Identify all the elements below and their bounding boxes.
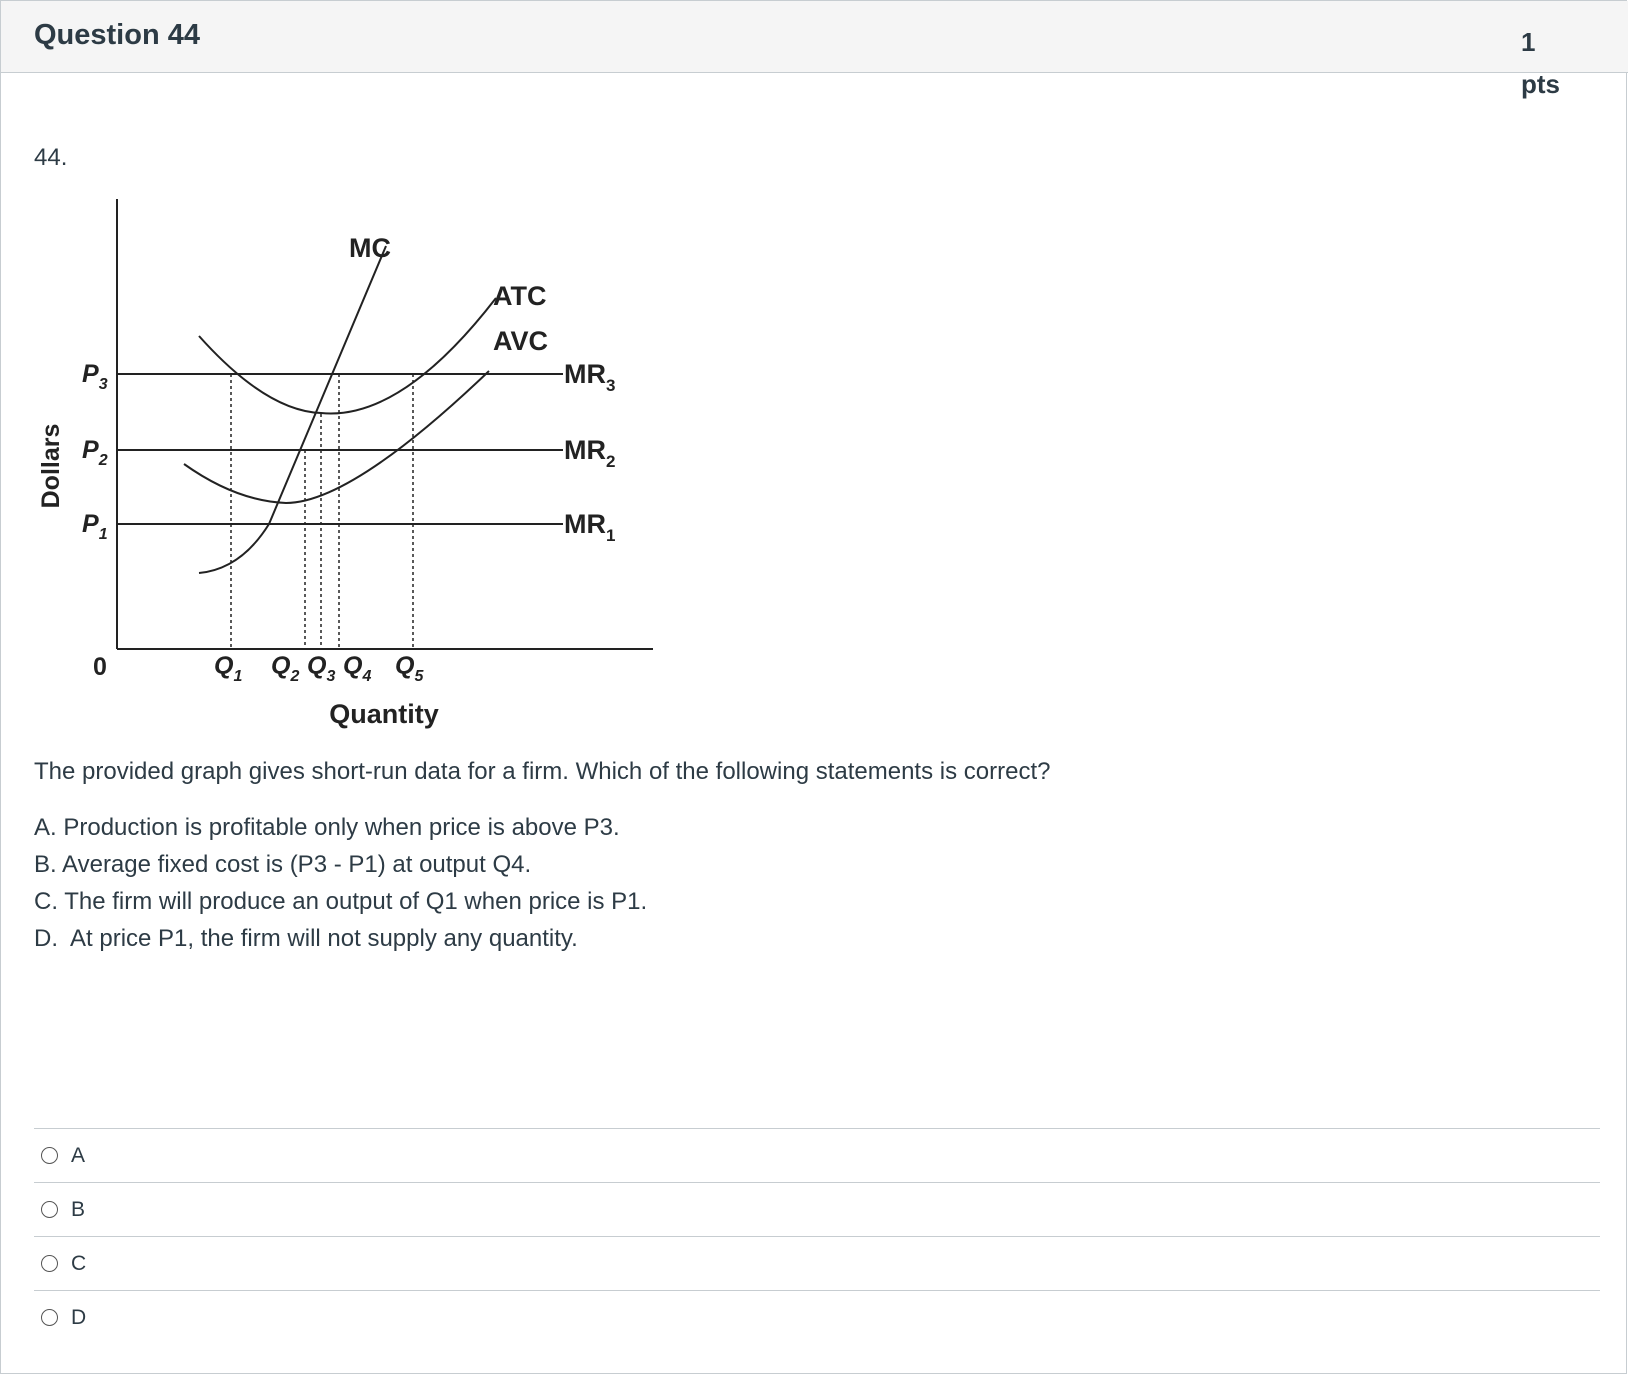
answer-option-c[interactable]	[34, 1236, 1600, 1290]
q4-label: $Q_4$	[343, 652, 372, 685]
q2-label: $Q_2$	[271, 652, 300, 685]
radio-button-d[interactable]	[41, 1309, 58, 1326]
cost-curves-graph	[31, 191, 671, 731]
question-text: The provided graph gives short-run data for a firm. Which of the following statements is correct?	[34, 758, 1051, 785]
answer-option-a[interactable]	[34, 1128, 1600, 1182]
answer-label-d[interactable]: D	[71, 1305, 87, 1329]
p3-label: $P_3$	[82, 360, 108, 393]
question-number: 44.	[34, 144, 68, 171]
answer-label-a[interactable]: A	[71, 1143, 86, 1167]
p2-label: $P_2$	[82, 436, 108, 469]
answer-option-b[interactable]	[34, 1182, 1600, 1236]
mr1-label: $MR_1$	[564, 509, 616, 545]
statement-list	[34, 813, 647, 961]
answer-option-d[interactable]	[34, 1290, 1600, 1344]
x-axis-label: Quantity	[329, 699, 439, 729]
mr3-label: $MR_3$	[564, 359, 616, 395]
p1-label: $P_1$	[82, 510, 108, 543]
statement-b: B. Average fixed cost is (P3 - P1) at output Q4.	[34, 851, 532, 878]
mc-label: MC	[349, 233, 391, 263]
origin-label: 0	[93, 653, 107, 681]
mr2-label: $MR_2$	[564, 435, 616, 471]
atc-label: ATC	[493, 281, 547, 311]
answer-options	[34, 1128, 1600, 1344]
q3-label: $Q_3$	[307, 652, 336, 685]
statement-a: A. Production is profitable only when price is above P3.	[34, 814, 620, 841]
answer-label-b[interactable]: B	[71, 1197, 86, 1221]
answer-label-c[interactable]: C	[71, 1251, 87, 1275]
avc-curve	[184, 371, 489, 503]
radio-button-b[interactable]	[41, 1201, 58, 1218]
statement-c: C. The firm will produce an output of Q1 when price is P1.	[34, 888, 648, 915]
q5-label: $Q_5$	[395, 652, 424, 685]
q1-label: $Q_1$	[214, 652, 243, 685]
question-header	[1, 1, 1628, 99]
question-points: 1 pts	[1521, 27, 1560, 99]
statement-d: D. At price P1, the firm will not supply any quantity.	[34, 925, 578, 952]
y-axis-label: Dollars	[37, 423, 65, 509]
question-title: Question 44	[34, 19, 200, 51]
radio-button-c[interactable]	[41, 1255, 58, 1272]
radio-button-a[interactable]	[41, 1147, 58, 1164]
atc-curve	[199, 298, 496, 413]
avc-label: AVC	[493, 326, 549, 356]
